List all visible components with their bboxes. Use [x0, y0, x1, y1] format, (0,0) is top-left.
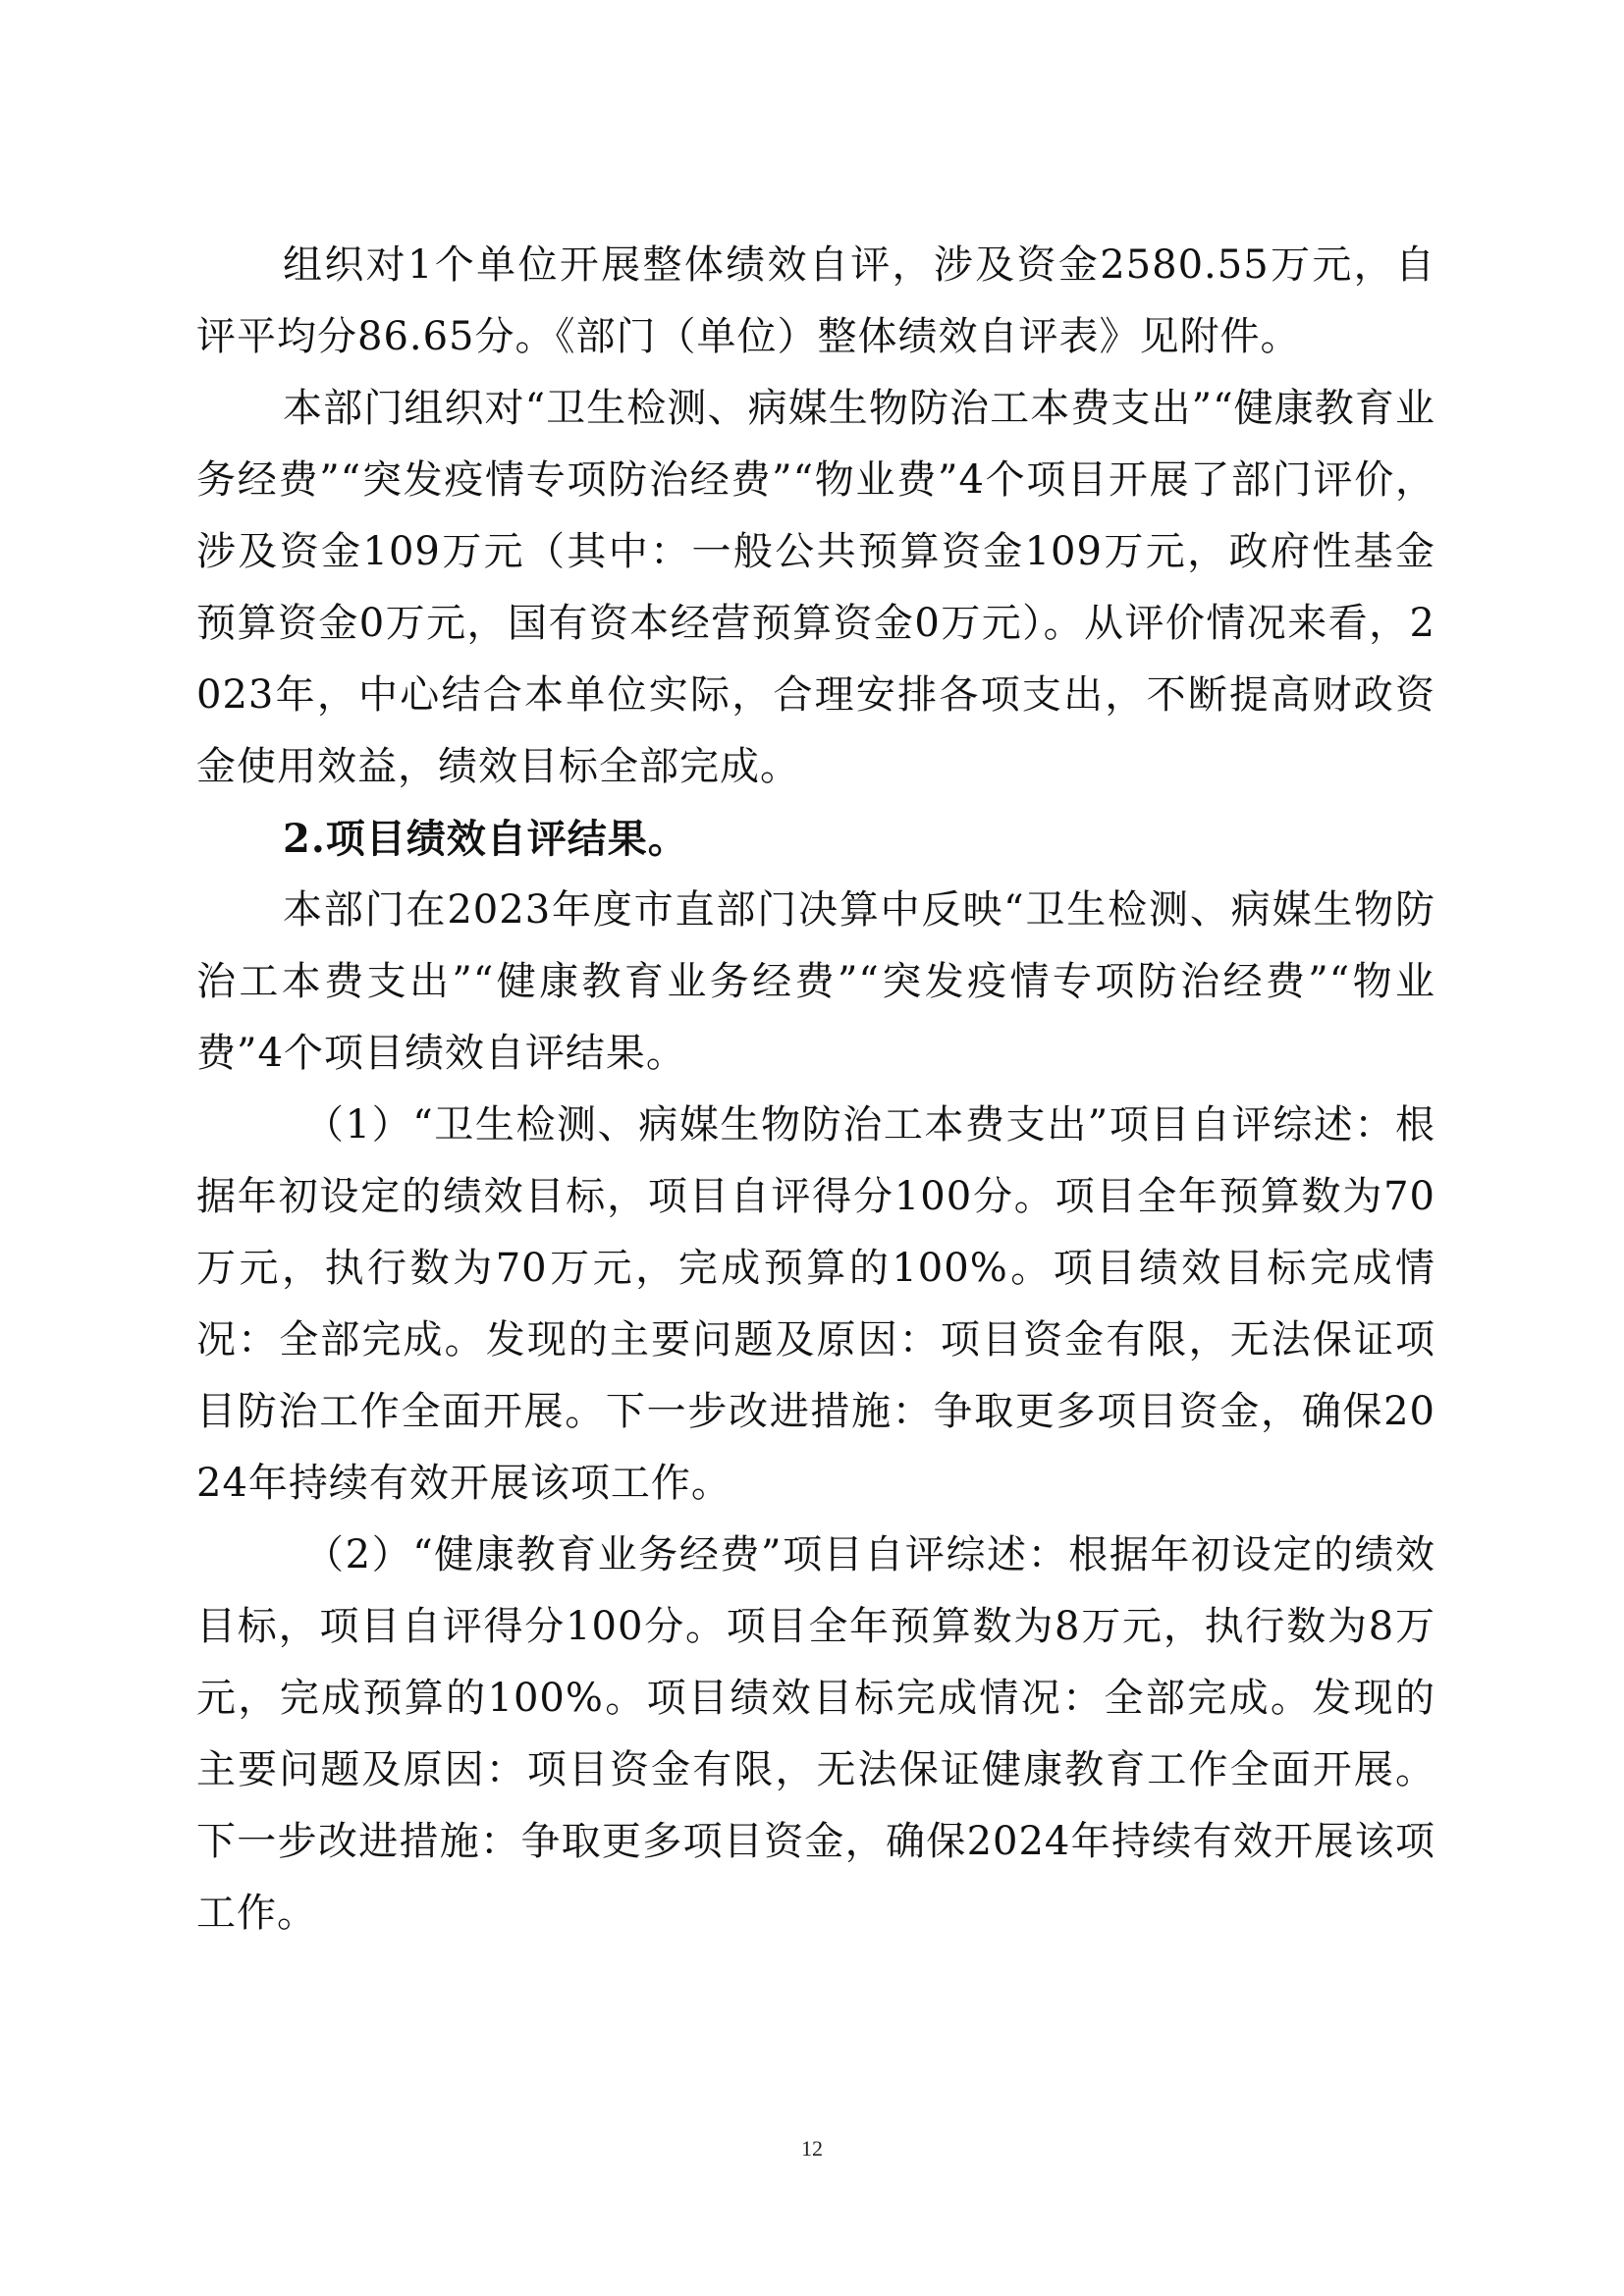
document-body [196, 230, 1435, 1949]
paragraph-department-evaluation: 本部门组织对“卫生检测、病媒生物防治工本费支出”“健康教育业务经费”“突发疫情专项防治经费”“物业费”4个项目开展了部门评价，涉及资金109万元（其中：一般公共预算资金109万元，政府性基金预算资金0万元，国有资本经营预算资金0万元）。从评价情况来看，2023年，中心结合本单位实际，合理安排各项支出，不断提高财政资金使用效益，绩效目标全部完成。 [196, 386, 1435, 789]
page-number: 12 [801, 2136, 823, 2161]
paragraph-project-1-summary: （1）“卫生检测、病媒生物防治工本费支出”项目自评综述：根据年初设定的绩效目标，项目自评得分100分。项目全年预算数为70万元，执行数为70万元，完成预算的100%。项目绩效目标完成情况：全部完成。发现的主要问题及原因：项目资金有限，无法保证项目防治工作全面开展。下一步改进措施：争取更多项目资金，确保2024年持续有效开展该项工作。 [196, 1102, 1435, 1506]
paragraph-project-2-summary: （2）“健康教育业务经费”项目自评综述：根据年初设定的绩效目标，项目自评得分100分。项目全年预算数为8万元，执行数为8万元，完成预算的100%。项目绩效目标完成情况：全部完成。发现的主要问题及原因：项目资金有限，无法保证健康教育工作全面开展。下一步改进措施：争取更多项目资金，确保2024年持续有效开展该项工作。 [196, 1532, 1435, 1936]
section-heading-project-results: 2.项目绩效自评结果。 [283, 816, 688, 862]
paragraph-overall-self-evaluation: 组织对1个单位开展整体绩效自评，涉及资金2580.55万元，自评平均分86.65分。《部门（单位）整体绩效自评表》见附件。 [196, 242, 1435, 359]
paragraph-project-results-intro: 本部门在2023年度市直部门决算中反映“卫生检测、病媒生物防治工本费支出”“健康教育业务经费”“突发疫情专项防治经费”“物业费”4个项目绩效自评结果。 [196, 887, 1435, 1076]
